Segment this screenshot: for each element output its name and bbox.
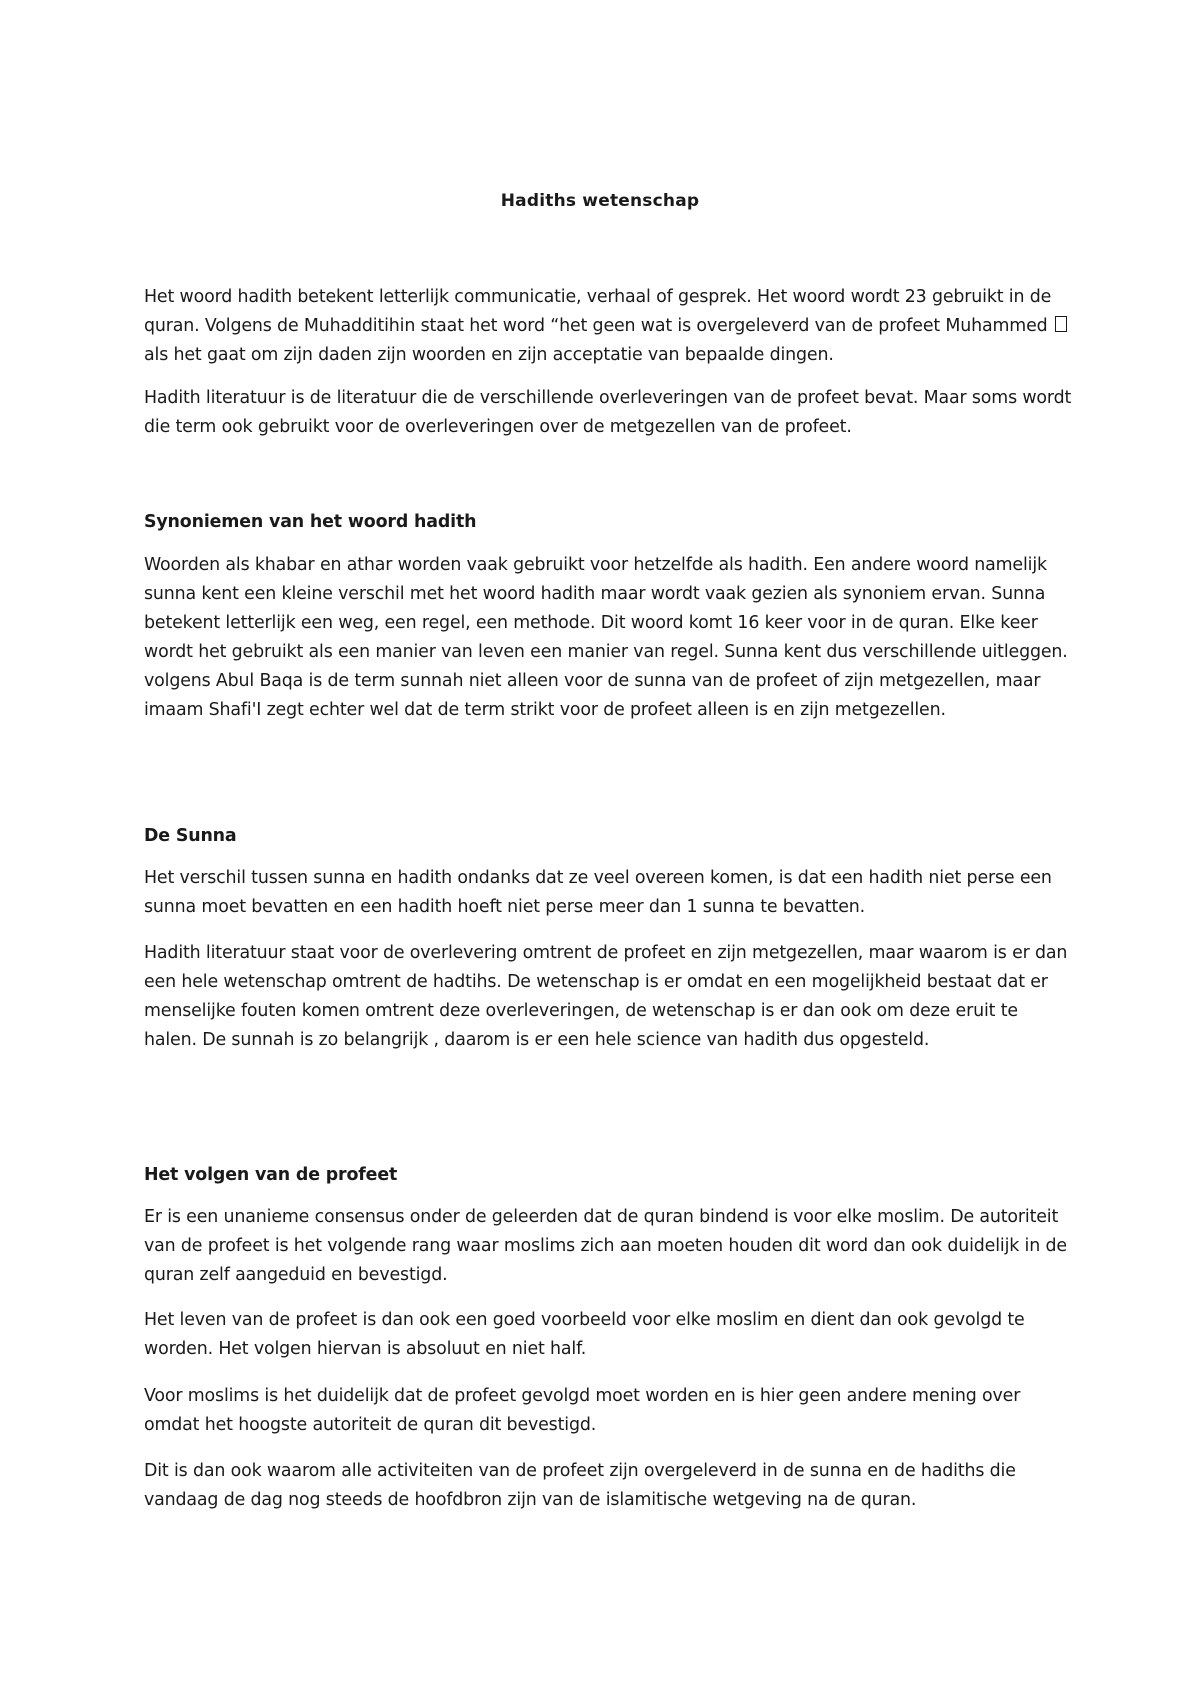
section-heading-de-sunna: De Sunna — [144, 826, 237, 846]
volgen-paragraph-1: Er is een unanieme consensus onder de geleerden dat de quran bindend is voor elke moslim. De autoriteit van de profeet is het volgende rang waar moslims zich aan moeten houden dit word dan ook duidelijk in de quran zelf aangeduid en bevestigd. — [144, 1207, 1067, 1285]
volgen-paragraph-3: Voor moslims is het duidelijk dat de profeet gevolgd moet worden en is hier geen andere mening over omdat het hoogste autoriteit de quran dit bevestigd. — [144, 1386, 1021, 1435]
volgen-paragraph-2: Het leven van de profeet is dan ook een goed voorbeeld voor elke moslim en dient dan ook gevolgd te worden. Het volgen hiervan is absoluut en niet half. — [144, 1310, 1025, 1359]
volgen-paragraph-4: Dit is dan ook waarom alle activiteiten van de profeet zijn overgeleverd in de sunna en de hadiths die vandaag de dag nog steeds de hoofdbron zijn van de islamitische wetgeving na de quran. — [144, 1461, 1016, 1510]
section-heading-synoniemen: Synoniemen van het woord hadith — [144, 512, 477, 532]
document-title: Hadiths wetenschap — [500, 191, 700, 211]
synoniemen-paragraph-1: Woorden als khabar en athar worden vaak gebruikt voor hetzelfde als hadith. Een andere woord namelijk sunna kent een kleine verschil met het woord hadith maar wordt vaak gezien als synoniem ervan. Sunna betekent letterlijk een weg, een regel, een methode. Dit woord komt 16 keer voor in de quran. Elke keer wordt het gebruikt als een manier van leven een manier van regel. Sunna kent dus verschillende uitleggen. volgens Abul Baqa is de term sunnah niet alleen voor de sunna van de profeet of zijn metgezellen, maar imaam Shafi'I zegt echter wel dat de term strikt voor de profeet alleen is en zijn metgezellen. — [144, 555, 1068, 720]
sunna-paragraph-1: Het verschil tussen sunna en hadith ondanks dat ze veel overeen komen, is dat een hadith niet perse een sunna moet bevatten en een hadith hoeft niet perse meer dan 1 sunna te bevatten. — [144, 868, 1052, 917]
intro-paragraph-2: Hadith literatuur is de literatuur die de verschillende overleveringen van de profeet bevat. Maar soms wordt die term ook gebruikt voor de overleveringen over de metgezellen van de profeet. — [144, 388, 1072, 437]
section-heading-het-volgen: Het volgen van de profeet — [144, 1165, 398, 1185]
sunna-paragraph-2: Hadith literatuur staat voor de overlevering omtrent de profeet en zijn metgezellen, maar waarom is er dan een hele wetenschap omtrent de hadtihs. De wetenschap is er omdat en een mogelijkheid bestaat dat er menselijke fouten komen omtrent deze overleveringen, de wetenschap is er dan ook om deze eruit te halen. De sunnah is zo belangrijk , daarom is er een hele science van hadith dus opgesteld. — [144, 943, 1068, 1050]
intro-paragraph-1-text-continued: als het gaat om zijn daden zijn woorden en zijn acceptatie van bepaalde dingen. — [144, 345, 834, 365]
missing-glyph-icon — [1055, 316, 1067, 332]
intro-paragraph-1-text: Het woord hadith betekent letterlijk communicatie, verhaal of gesprek. Het woord wordt 23 gebruikt in de quran. Volgens de Muhadditihin staat het word “het geen wat is overgeleverd van de profeet Muhammed — [144, 287, 1052, 336]
intro-paragraph-1 — [144, 283, 1074, 370]
